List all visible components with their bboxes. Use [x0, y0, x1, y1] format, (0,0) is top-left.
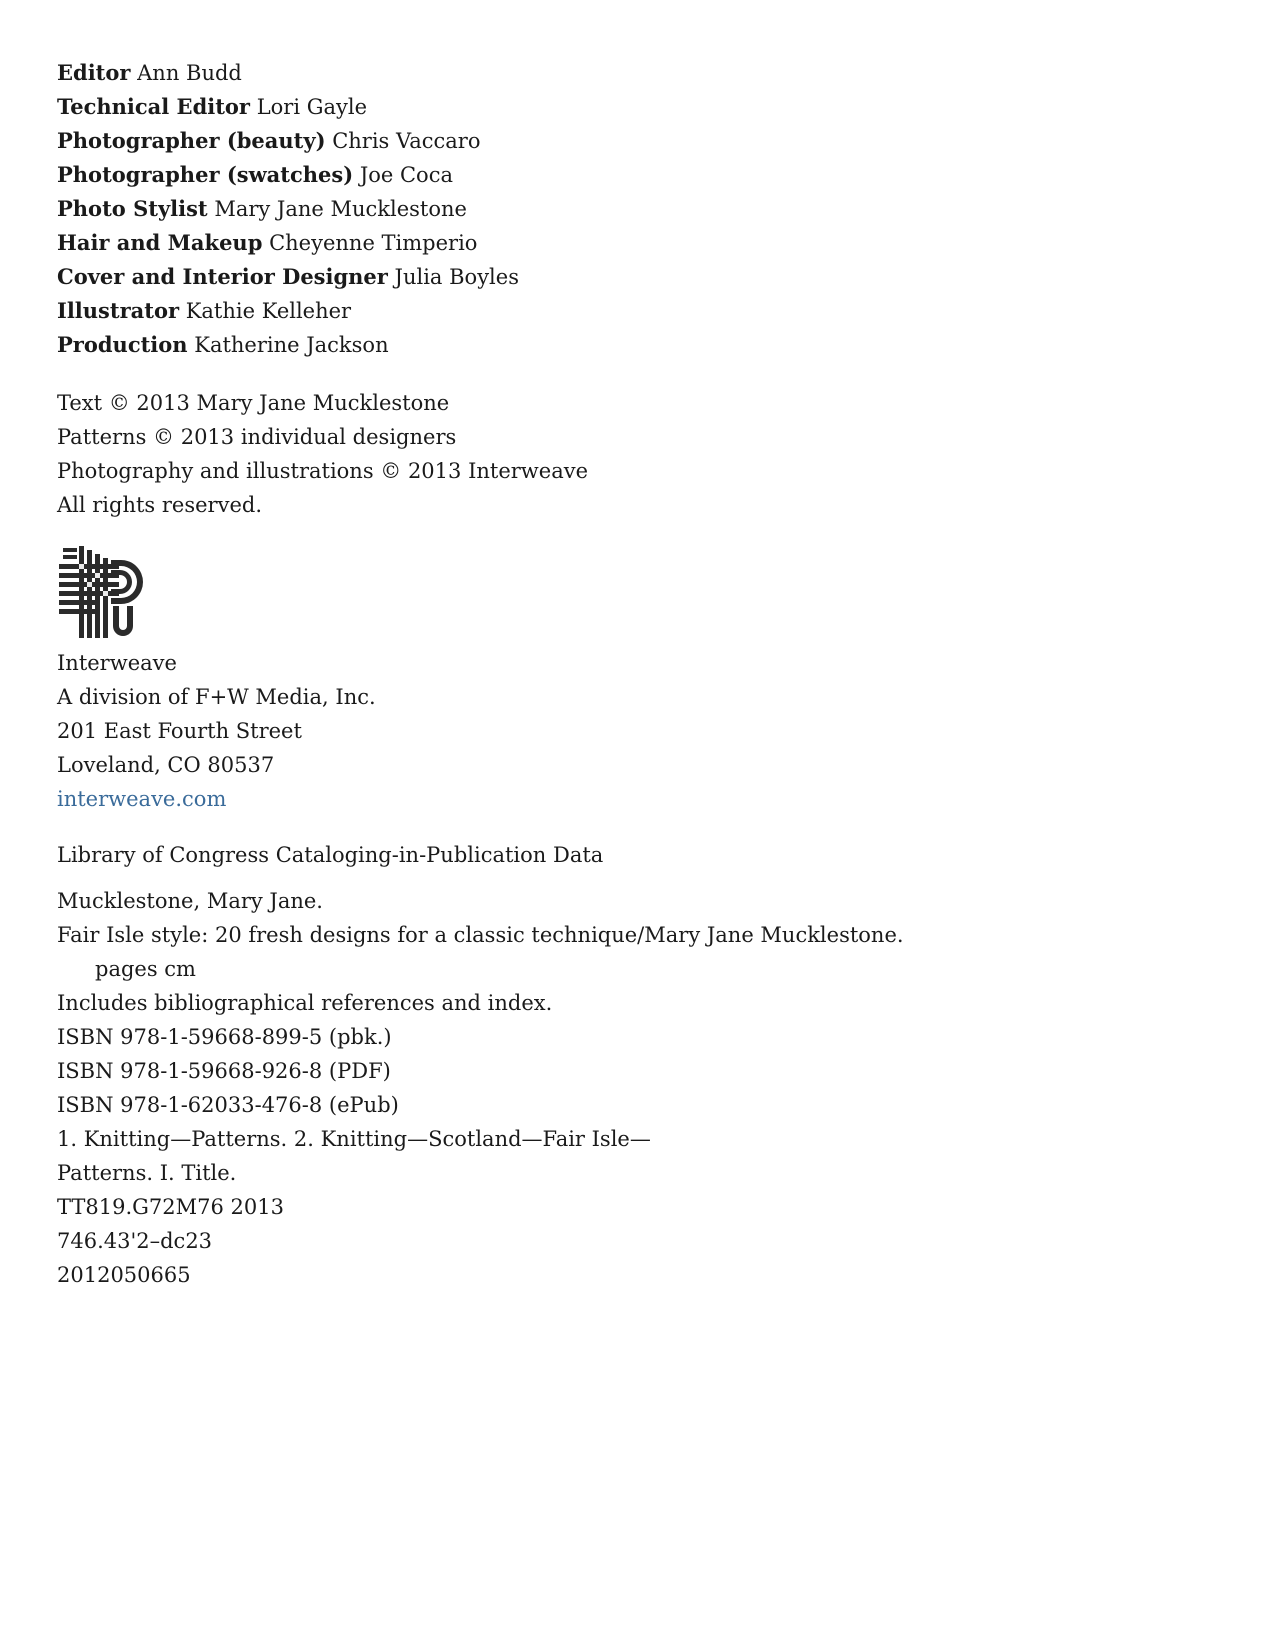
publisher-city: Loveland, CO 80537 — [57, 753, 275, 777]
copyright-page — [57, 56, 1217, 1292]
credit-role: Production — [57, 332, 188, 357]
credit-name: Cheyenne Timperio — [269, 231, 478, 255]
copyright-line: Photography and illustrations © 2013 Interweave — [57, 459, 589, 483]
publisher-name: Interweave — [57, 651, 177, 675]
credit-role: Illustrator — [57, 298, 180, 323]
cip-title: Fair Isle style: 20 fresh designs for a classic technique/Mary Jane Mucklestone. — [57, 923, 904, 947]
cip-isbn: ISBN 978-1-62033-476-8 (ePub) — [57, 1093, 399, 1117]
cip-subjects: Patterns. I. Title. — [57, 1161, 237, 1185]
credits-list — [57, 56, 1217, 362]
copyright-notice — [57, 386, 1217, 522]
publisher-block — [57, 546, 1217, 816]
credit-line — [57, 294, 1217, 328]
credit-name: Lori Gayle — [256, 95, 368, 119]
cip-subjects: 1. Knitting—Patterns. 2. Knitting—Scotland—Fair Isle— — [57, 1127, 651, 1151]
credit-role: Editor — [57, 60, 131, 85]
credit-line — [57, 226, 1217, 260]
credit-line — [57, 158, 1217, 192]
credit-line — [57, 124, 1217, 158]
cip-call-number: TT819.G72M76 2013 — [57, 1195, 285, 1219]
credit-role: Cover and Interior Designer — [57, 264, 388, 289]
credit-name: Julia Boyles — [394, 265, 519, 289]
cip-lccn: 2012050665 — [57, 1263, 191, 1287]
cip-pages: pages cm — [95, 957, 196, 981]
cip-isbn: ISBN 978-1-59668-899-5 (pbk.) — [57, 1025, 392, 1049]
credit-name: Joe Coca — [359, 163, 453, 187]
credit-role: Photographer (beauty) — [57, 128, 326, 153]
cip-heading: Library of Congress Cataloging-in-Publication Data — [57, 843, 604, 867]
publisher-street: 201 East Fourth Street — [57, 719, 302, 743]
publisher-division: A division of F+W Media, Inc. — [57, 685, 376, 709]
cip-author: Mucklestone, Mary Jane. — [57, 889, 323, 913]
cip-data — [57, 838, 1217, 1292]
copyright-line: Patterns © 2013 individual designers — [57, 425, 457, 449]
cip-dewey: 746.43'2–dc23 — [57, 1229, 213, 1253]
credit-role: Photo Stylist — [57, 196, 208, 221]
credit-line — [57, 56, 1217, 90]
credit-name: Mary Jane Mucklestone — [214, 197, 467, 221]
credit-line — [57, 260, 1217, 294]
credit-line — [57, 192, 1217, 226]
credit-line — [57, 90, 1217, 124]
publisher-website-link[interactable]: interweave.com — [57, 787, 227, 811]
credit-name: Ann Budd — [137, 61, 242, 85]
credit-role: Photographer (swatches) — [57, 162, 354, 187]
cip-includes: Includes bibliographical references and index. — [57, 991, 553, 1015]
credit-role: Technical Editor — [57, 94, 250, 119]
credit-line — [57, 328, 1217, 362]
interweave-logo-icon — [57, 546, 145, 642]
credit-name: Kathie Kelleher — [185, 299, 352, 323]
cip-isbn: ISBN 978-1-59668-926-8 (PDF) — [57, 1059, 391, 1083]
copyright-line: All rights reserved. — [57, 493, 263, 517]
credit-name: Katherine Jackson — [194, 333, 389, 357]
copyright-line: Text © 2013 Mary Jane Mucklestone — [57, 391, 450, 415]
credit-role: Hair and Makeup — [57, 230, 263, 255]
credit-name: Chris Vaccaro — [332, 129, 481, 153]
